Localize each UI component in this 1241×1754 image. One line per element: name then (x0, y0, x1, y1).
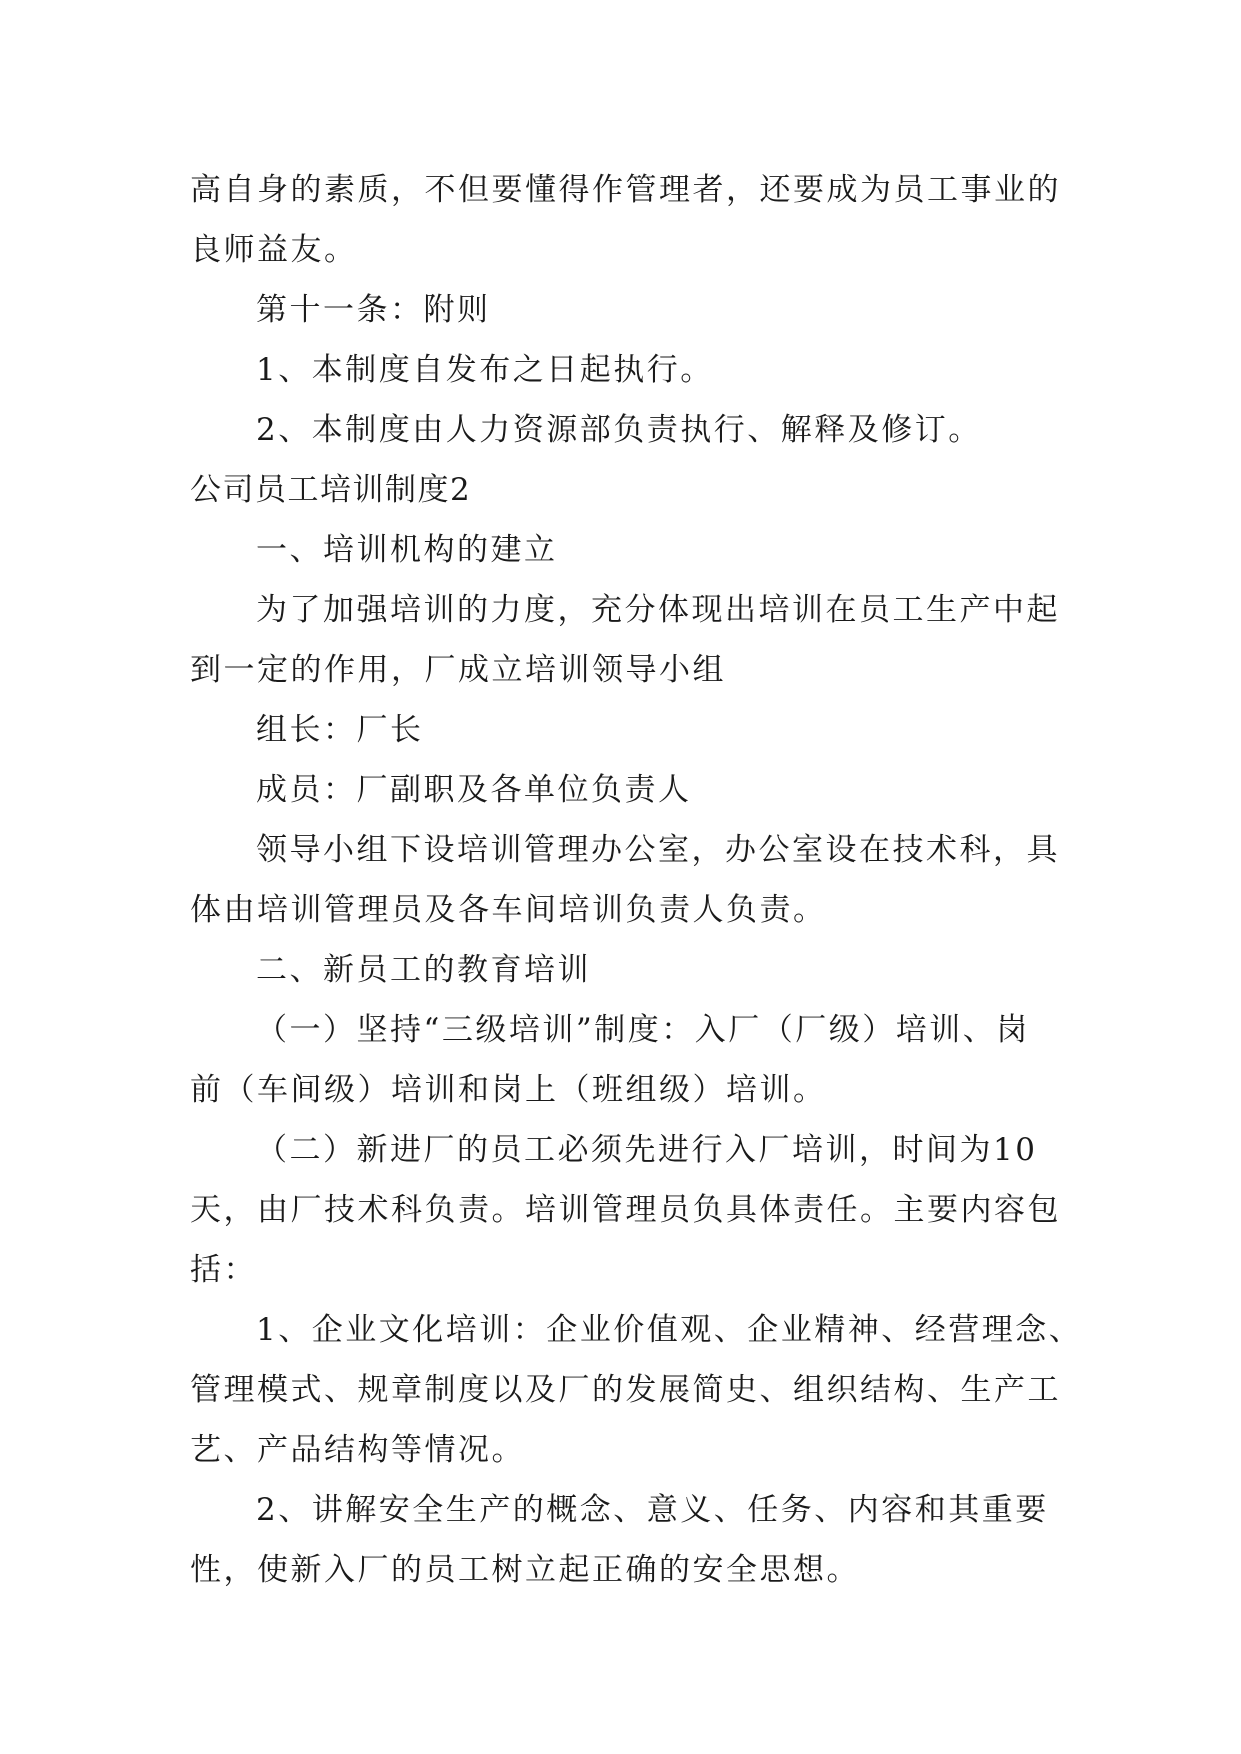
paragraph-line: 高自身的素质，不但要懂得作管理者，还要成为员工事业的 (190, 172, 1061, 208)
document-title: 公司员工培训制度2 (190, 472, 472, 508)
paragraph-line: 性，使新入厂的员工树立起正确的安全思想。 (190, 1552, 860, 1588)
paragraph-line: 体由培训管理员及各车间培训负责人负责。 (190, 892, 827, 928)
paragraph-line: 良师益友。 (190, 232, 358, 268)
paragraph-line: （二）新进厂的员工必须先进行入厂培训，时间为10 (256, 1132, 1038, 1168)
paragraph-line: 成员：厂副职及各单位负责人 (256, 772, 692, 808)
paragraph-line: 艺、产品结构等情况。 (190, 1432, 525, 1468)
paragraph-line: 到一定的作用，厂成立培训领导小组 (190, 652, 726, 688)
paragraph-line: 领导小组下设培训管理办公室，办公室设在技术科，具 (256, 832, 1060, 868)
paragraph-line: （一）坚持“三级培训”制度：入厂（厂级）培训、岗 (256, 1012, 1030, 1048)
paragraph-line: 括： (190, 1252, 257, 1288)
paragraph-line: 2、讲解安全生产的概念、意义、任务、内容和其重要 (256, 1492, 1049, 1528)
paragraph-line: 组长：厂长 (256, 712, 424, 748)
paragraph-line: 1、企业文化培训：企业价值观、企业精神、经营理念、 (256, 1312, 1083, 1348)
paragraph-line: 前（车间级）培训和岗上（班组级）培训。 (190, 1072, 827, 1108)
section-heading: 第十一条：附则 (256, 292, 491, 328)
section-heading: 一、培训机构的建立 (256, 532, 558, 568)
paragraph-line: 2、本制度由人力资源部负责执行、解释及修订。 (256, 412, 982, 448)
document-page (190, 160, 1083, 1600)
paragraph-line: 1、本制度自发布之日起执行。 (256, 352, 714, 388)
section-heading: 二、新员工的教育培训 (256, 952, 591, 988)
paragraph-line: 管理模式、规章制度以及厂的发展简史、组织结构、生产工 (190, 1372, 1061, 1408)
paragraph-line: 为了加强培训的力度，充分体现出培训在员工生产中起 (256, 592, 1060, 628)
paragraph-line: 天，由厂技术科负责。培训管理员负具体责任。主要内容包 (190, 1192, 1061, 1228)
